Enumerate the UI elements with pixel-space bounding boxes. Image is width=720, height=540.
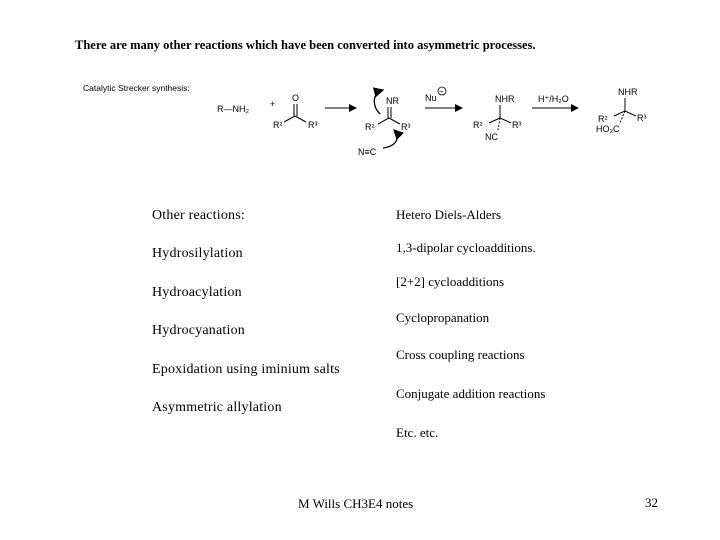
amino-acid-bond-right [625, 111, 636, 116]
aminonitrile-r3: R³ [512, 120, 522, 130]
aminonitrile-bond-right [500, 118, 511, 123]
strecker-reaction-scheme [200, 78, 660, 164]
left-item-hydrosilylation: Hydrosilylation [152, 246, 243, 261]
footer-text: M Wills CH3E4 notes [298, 496, 414, 511]
left-item-epoxidation: Epoxidation using iminium salts [152, 362, 340, 377]
ketone-r2: R² [273, 120, 283, 130]
plus-sign: + [270, 99, 276, 109]
left-item-allylation: Asymmetric allylation [152, 400, 282, 415]
left-item-hydroacylation: Hydroacylation [152, 285, 242, 300]
ketone-bond-left [284, 116, 295, 122]
cyanide-label: N≡C [358, 147, 377, 157]
hydrolysis-reagent: H⁺/H₂O [538, 94, 569, 104]
right-item-cross-coupling: Cross coupling reactions [396, 347, 525, 362]
right-item-dipolar-cycloadditions: 1,3-dipolar cycloadditions. [396, 240, 536, 255]
aminonitrile-bond-left [489, 118, 500, 123]
ketone-oxygen: O [292, 93, 300, 103]
imine-nr: NR [386, 96, 399, 106]
left-item-hydrocyanation: Hydrocyanation [152, 323, 245, 338]
curly-arrow-top [374, 90, 383, 114]
curly-arrow-bottom [383, 130, 397, 148]
imine-bond-left [378, 118, 389, 124]
amine-label: R—NH₂ [217, 104, 249, 114]
imine-r2: R² [365, 122, 375, 132]
aminonitrile-r2: R² [473, 120, 483, 130]
left-heading: Other reactions: [152, 208, 245, 223]
ketone-bond-right [295, 116, 306, 122]
negative-charge-sign: − [439, 87, 444, 96]
right-item-cyclopropanation: Cyclopropanation [396, 310, 490, 325]
right-item-hetero-diels-alders: Hetero Diels-Alders [396, 207, 502, 222]
right-item-2-2-cycloadditions: [2+2] cycloadditions [396, 274, 505, 289]
aminonitrile-hashed-bond [498, 118, 500, 130]
right-item-conjugate-addition: Conjugate addition reactions [396, 386, 546, 401]
amino-acid-nhr: NHR [618, 87, 638, 97]
nucleophile-label: Nu [425, 93, 437, 103]
aminonitrile-nhr: NHR [495, 94, 515, 104]
page-number: 32 [645, 495, 658, 510]
scheme-label: Catalytic Strecker synthesis: [83, 83, 190, 93]
ketone-r3: R³ [308, 120, 318, 130]
aminonitrile-nc: NC [485, 132, 498, 142]
amino-acid-ho2c: HO₂C [596, 124, 620, 134]
imine-r3: R³ [401, 122, 411, 132]
imine-bond-right [389, 118, 400, 124]
amino-acid-r2: R² [598, 114, 608, 124]
slide-title: There are many other reactions which have been converted into asymmetric processes. [75, 38, 536, 52]
right-item-etc: Etc. etc. [396, 425, 439, 440]
amino-acid-r3: R³ [637, 113, 647, 123]
